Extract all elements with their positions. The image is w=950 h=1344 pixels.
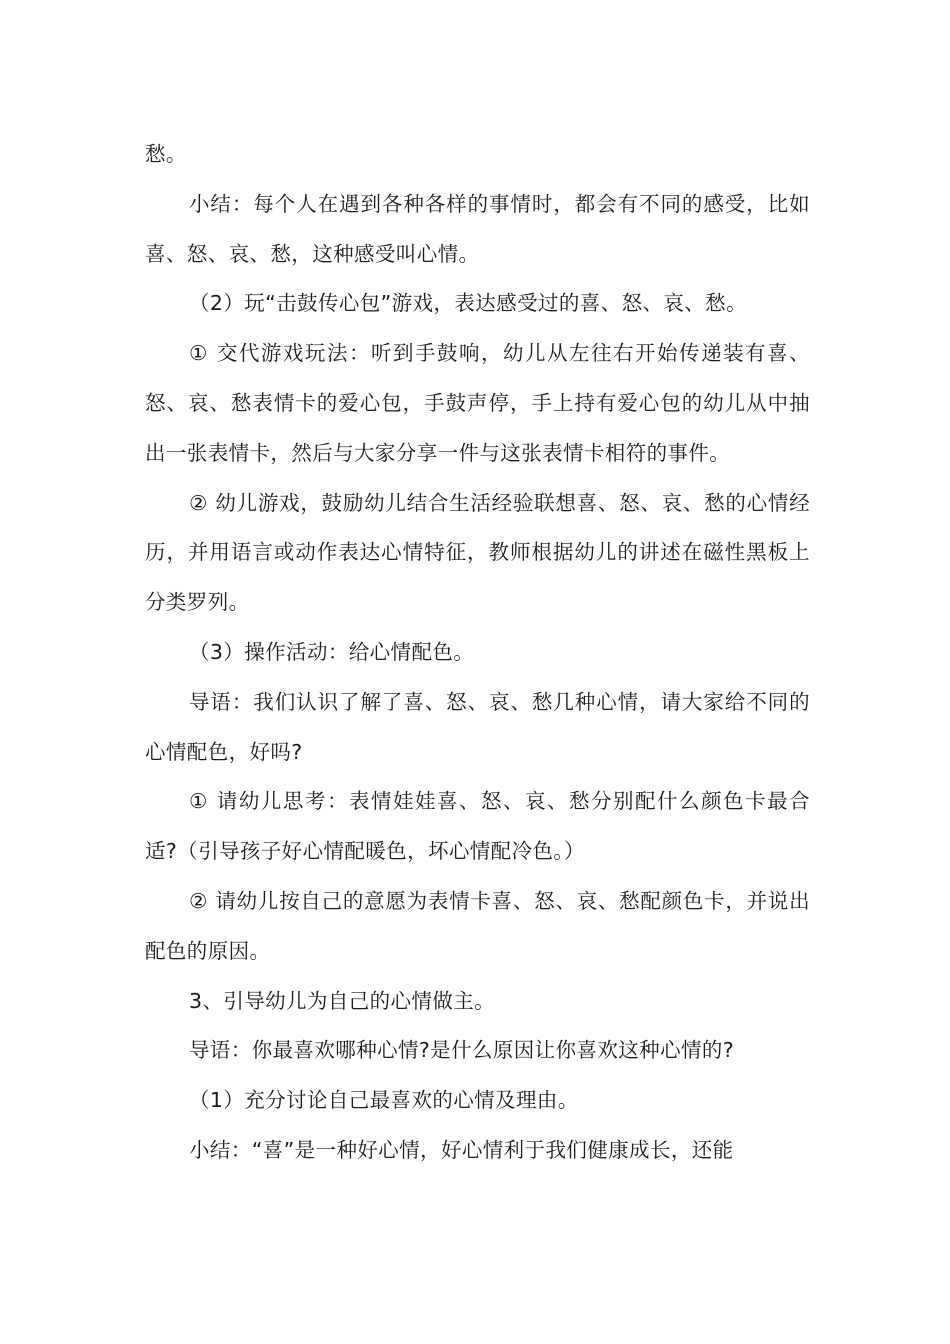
paragraph-section-3: 3、引导幼儿为自己的心情做主。 xyxy=(189,988,496,1013)
paragraph-summary: 小结：每个人在遇到各种各样的事情时，都会有不同的感受，比如喜、怒、哀、愁，这种感受叫心情。 xyxy=(145,191,810,266)
paragraph-activity-heading: （3）操作活动：给心情配色。 xyxy=(189,639,475,664)
paragraph-match-color: ② 请幼儿按自己的意愿为表情卡喜、怒、哀、愁配颜色卡，并说出配色的原因。 xyxy=(145,888,810,963)
paragraph-continuation: 愁。 xyxy=(145,142,187,166)
paragraph-think: ① 请幼儿思考：表情娃娃喜、怒、哀、愁分别配什么颜色卡最合适?（引导孩子好心情配暖色，坏心情配冷色。） xyxy=(145,789,810,864)
paragraph-game-play: ② 幼儿游戏，鼓励幼儿结合生活经验联想喜、怒、哀、愁的心情经历，并用语言或动作表达心情特征，教师根据幼儿的讲述在磁性黑板上分类罗列。 xyxy=(145,490,810,615)
paragraph-intro-color: 导语：我们认识了解了喜、怒、哀、愁几种心情，请大家给不同的心情配色，好吗? xyxy=(145,689,810,764)
paragraph-game-rules: ① 交代游戏玩法：听到手鼓响，幼儿从左往右开始传递装有喜、怒、哀、愁表情卡的爱心包，手鼓声停，手上持有爱心包的幼儿从中抽出一张表情卡，然后与大家分享一件与这张表情卡相符的事件。 xyxy=(145,341,810,465)
paragraph-final-summary: 小结：“喜”是一种好心情，好心情利于我们健康成长，还能 xyxy=(189,1137,734,1162)
body-text xyxy=(145,130,810,1176)
paragraph-game-heading: （2）玩“击鼓传心包”游戏，表达感受过的喜、怒、哀、愁。 xyxy=(189,291,747,316)
paragraph-discussion: （1）充分讨论自己最喜欢的心情及理由。 xyxy=(189,1088,579,1113)
paragraph-intro-favorite: 导语：你最喜欢哪种心情?是什么原因让你喜欢这种心情的? xyxy=(189,1038,735,1063)
